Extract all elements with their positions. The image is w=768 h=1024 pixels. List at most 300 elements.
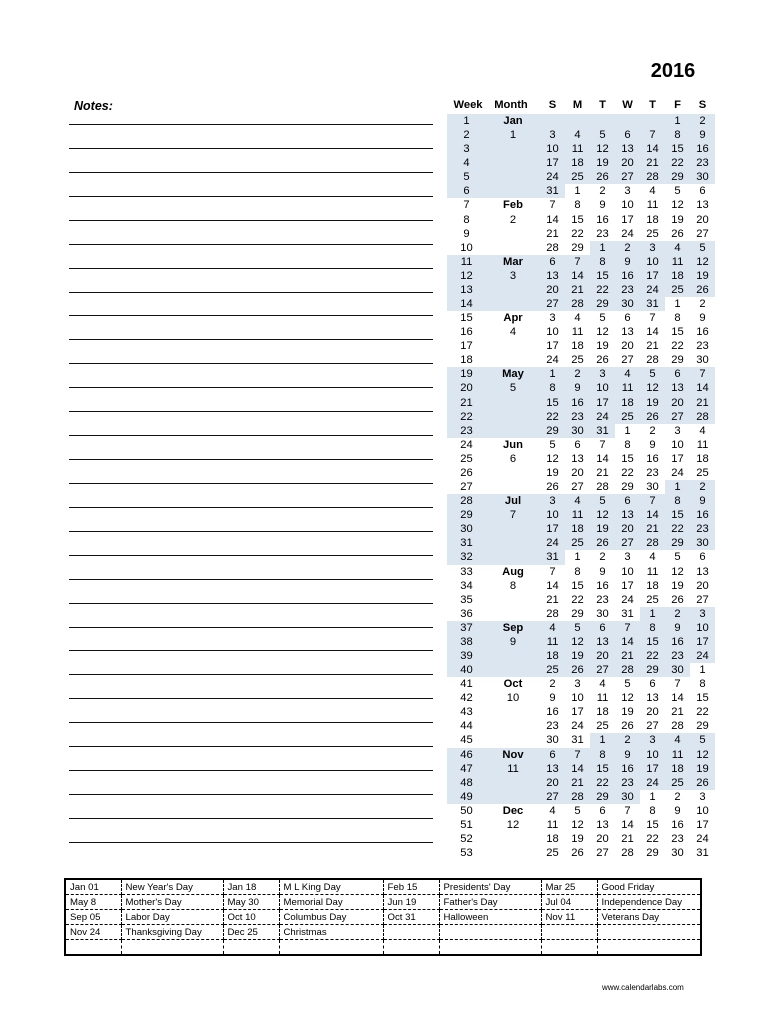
week-row (447, 381, 717, 395)
day-cell: 19 (571, 832, 584, 845)
holiday-date: Nov 11 (541, 910, 597, 925)
day-cell: 21 (615, 649, 640, 663)
month-label: Feb (503, 199, 523, 212)
month-label: Aug (502, 565, 524, 578)
day-cell: 28 (621, 847, 634, 860)
day-cell: 14 (621, 818, 634, 831)
week-number: 3 (447, 142, 486, 156)
month-label (486, 649, 540, 663)
day-cell: 9 (549, 692, 556, 705)
day-cell: 17 (590, 396, 615, 410)
day-cell: 5 (590, 128, 615, 142)
header-1: Month (494, 99, 528, 111)
day-cell: 29 (540, 424, 565, 438)
note-line (69, 244, 433, 245)
day-cell: 27 (615, 170, 640, 184)
day-cell: 16 (565, 396, 590, 410)
week-row (447, 452, 717, 466)
day-cell: 2 (615, 241, 640, 255)
day-cell: 15 (640, 635, 665, 649)
day-cell: 18 (565, 522, 590, 536)
day-cell: 20 (590, 649, 615, 663)
note-line (69, 746, 433, 747)
day-cell: 17 (671, 452, 684, 465)
day-cell: 25 (646, 227, 659, 240)
day-cell: 15 (671, 326, 684, 339)
day-cell: 23 (690, 156, 715, 170)
week-number: 45 (460, 734, 473, 747)
day-cell: 18 (571, 340, 584, 353)
day-cell: 17 (696, 818, 709, 831)
day-cell: 2 (649, 424, 656, 437)
holiday-date (223, 940, 279, 956)
day-cell: 11 (646, 199, 659, 212)
day-cell: 27 (696, 593, 709, 606)
holiday-name: Good Friday (597, 879, 701, 895)
week-row (447, 128, 717, 142)
day-cell: 25 (646, 593, 659, 606)
day-cell: 9 (599, 199, 606, 212)
day-cell: 4 (599, 678, 606, 691)
month-label (486, 283, 540, 297)
day-cell: 8 (574, 199, 581, 212)
day-cell: 4 (549, 804, 556, 817)
month-label: 8 (509, 579, 517, 592)
day-cell: 25 (540, 663, 565, 677)
day-cell: 1 (624, 424, 631, 437)
header-2: S (548, 99, 557, 111)
header-3: M (572, 99, 583, 111)
week-row (447, 776, 717, 790)
day-cell: 22 (621, 466, 634, 479)
day-cell: 5 (624, 678, 631, 691)
day-cell: 24 (671, 466, 684, 479)
day-cell: 30 (690, 170, 715, 184)
day-cell: 21 (546, 593, 559, 606)
day-cell: 17 (540, 522, 565, 536)
month-label (486, 550, 540, 564)
day-cell: 24 (690, 649, 715, 663)
note-line (69, 507, 433, 508)
day-cell: 4 (565, 494, 590, 508)
day-cell: 13 (596, 818, 609, 831)
week-number: 49 (447, 790, 486, 804)
day-cell: 3 (640, 241, 665, 255)
holiday-name: Thanksgiving Day (121, 925, 223, 940)
day-cell: 15 (590, 269, 615, 283)
day-cell: 14 (546, 213, 559, 226)
day-cell: 19 (596, 340, 609, 353)
day-cell: 20 (540, 776, 565, 790)
header-5: W (622, 99, 633, 111)
week-number: 13 (447, 283, 486, 297)
day-cell: 7 (565, 255, 590, 269)
month-label (486, 480, 540, 494)
week-number: 15 (460, 312, 473, 325)
month-label (486, 466, 540, 480)
day-cell: 30 (646, 481, 659, 494)
day-cell: 5 (690, 241, 715, 255)
week-row (447, 142, 717, 156)
day-cell: 24 (640, 776, 665, 790)
holiday-date: Jan 18 (223, 879, 279, 895)
month-label (486, 846, 540, 860)
day-cell: 17 (640, 269, 665, 283)
holiday-row (65, 879, 701, 895)
day-cell: 12 (690, 255, 715, 269)
week-row (447, 184, 717, 198)
note-line (69, 124, 433, 125)
note-line (69, 435, 433, 436)
week-number: 48 (447, 776, 486, 790)
calendar-body (447, 114, 717, 860)
day-cell: 24 (621, 227, 634, 240)
day-cell: 15 (540, 396, 565, 410)
day-cell: 10 (540, 142, 565, 156)
week-row (447, 241, 717, 255)
month-label (486, 424, 540, 438)
day-cell: 31 (621, 607, 634, 620)
day-cell: 15 (696, 692, 709, 705)
day-cell: 22 (590, 283, 615, 297)
day-cell: 26 (671, 227, 684, 240)
day-cell: 11 (540, 635, 565, 649)
note-line (69, 387, 433, 388)
week-row (447, 691, 717, 705)
day-cell: 2 (690, 480, 715, 494)
week-row (447, 649, 717, 663)
week-row (447, 170, 717, 184)
week-row (447, 466, 717, 480)
day-cell: 12 (546, 452, 559, 465)
day-cell: 22 (665, 522, 690, 536)
day-cell: 28 (646, 354, 659, 367)
day-cell: 19 (546, 466, 559, 479)
month-label: Mar (486, 255, 540, 269)
day-cell: 23 (565, 410, 590, 424)
month-label: Jul (486, 494, 540, 508)
month-label (486, 241, 540, 255)
week-row (447, 565, 717, 579)
week-row (447, 325, 717, 339)
day-cell: 19 (671, 213, 684, 226)
day-cell: 27 (646, 720, 659, 733)
week-row (447, 283, 717, 297)
week-number: 35 (460, 593, 473, 606)
day-cell: 7 (624, 804, 631, 817)
holiday-date: Jul 04 (541, 895, 597, 910)
day-cell: 13 (590, 635, 615, 649)
day-cell: 1 (674, 298, 681, 311)
holiday-name (279, 940, 383, 956)
day-cell: 3 (624, 551, 631, 564)
week-row (447, 198, 717, 212)
day-cell: 30 (615, 297, 640, 311)
day-cell: 25 (565, 170, 590, 184)
day-cell: 25 (696, 466, 709, 479)
day-cell: 5 (565, 621, 590, 635)
week-row (447, 536, 717, 550)
day-cell: 14 (565, 269, 590, 283)
day-cell: 11 (571, 326, 584, 339)
note-line (69, 315, 433, 316)
note-line (69, 555, 433, 556)
day-cell: 28 (671, 720, 684, 733)
day-cell: 11 (646, 565, 659, 578)
day-cell: 31 (571, 734, 584, 747)
day-cell: 24 (546, 354, 559, 367)
week-row (447, 607, 717, 621)
day-cell: 18 (546, 832, 559, 845)
day-cell: 24 (621, 593, 634, 606)
week-row (447, 424, 717, 438)
month-label (486, 227, 540, 241)
holiday-name: Columbus Day (279, 910, 383, 925)
day-cell: 27 (621, 354, 634, 367)
week-number: 8 (463, 213, 470, 226)
week-number: 31 (447, 536, 486, 550)
day-cell: 20 (646, 706, 659, 719)
holiday-date: May 8 (65, 895, 121, 910)
day-cell: 7 (649, 312, 656, 325)
day-cell: 5 (674, 551, 681, 564)
day-cell: 27 (615, 536, 640, 550)
day-cell: 19 (590, 156, 615, 170)
header-0: Week (453, 99, 483, 111)
month-label: Nov (486, 748, 540, 762)
day-cell: 26 (671, 593, 684, 606)
holiday-row (65, 940, 701, 956)
day-cell: 6 (699, 551, 706, 564)
day-cell: 5 (674, 185, 681, 198)
day-cell: 10 (671, 438, 684, 451)
day-cell: 23 (671, 832, 684, 845)
week-row (447, 367, 717, 381)
day-cell: 26 (640, 410, 665, 424)
holiday-date (383, 940, 439, 956)
day-cell: 31 (540, 550, 565, 564)
holiday-date: Nov 24 (65, 925, 121, 940)
day-cell: 16 (596, 213, 609, 226)
day-cell: 13 (540, 269, 565, 283)
note-line (69, 627, 433, 628)
day-cell: 12 (590, 142, 615, 156)
day-cell: 28 (690, 410, 715, 424)
day-cell: 16 (596, 579, 609, 592)
week-row (447, 494, 717, 508)
header-7: F (674, 99, 681, 111)
day-cell: 4 (665, 241, 690, 255)
day-cell: 15 (665, 142, 690, 156)
day-cell: 30 (690, 536, 715, 550)
day-cell: 6 (615, 128, 640, 142)
day-cell: 1 (665, 480, 690, 494)
week-number: 14 (447, 297, 486, 311)
day-cell: 18 (646, 213, 659, 226)
day-cell: 30 (671, 847, 684, 860)
day-cell: 14 (640, 508, 665, 522)
month-label (486, 184, 540, 198)
day-cell: 9 (565, 381, 590, 395)
day-cell: 3 (540, 128, 565, 142)
month-label (486, 607, 540, 621)
day-cell: 2 (665, 607, 690, 621)
day-cell: 27 (590, 663, 615, 677)
week-row (447, 593, 717, 607)
day-cell: 21 (640, 156, 665, 170)
day-cell: 23 (646, 466, 659, 479)
day-cell: 21 (646, 340, 659, 353)
header-4: T (599, 99, 606, 111)
day-cell: 18 (540, 649, 565, 663)
month-label (486, 705, 540, 719)
day-cell: 5 (549, 438, 556, 451)
day-cell: 1 (590, 733, 615, 747)
day-cell: 26 (621, 720, 634, 733)
day-cell: 28 (546, 607, 559, 620)
day-cell: 7 (640, 494, 665, 508)
day-cell: 16 (690, 508, 715, 522)
week-number: 43 (460, 706, 473, 719)
day-cell: 21 (565, 283, 590, 297)
day-cell: 13 (696, 199, 709, 212)
day-cell: 16 (646, 452, 659, 465)
day-cell: 17 (690, 635, 715, 649)
calendar-header (447, 99, 717, 113)
week-row (447, 114, 717, 128)
note-line (69, 411, 433, 412)
holiday-name: Mother's Day (121, 895, 223, 910)
day-cell: 25 (615, 410, 640, 424)
holiday-date: Mar 25 (541, 879, 597, 895)
week-number: 24 (460, 438, 473, 451)
day-cell: 11 (615, 381, 640, 395)
day-cell: 18 (615, 396, 640, 410)
day-cell: 27 (540, 790, 565, 804)
week-number: 28 (447, 494, 486, 508)
day-cell: 8 (574, 565, 581, 578)
month-label (486, 733, 540, 747)
day-cell: 7 (549, 565, 556, 578)
week-row (447, 550, 717, 564)
month-label (486, 719, 540, 733)
day-cell: 12 (640, 381, 665, 395)
day-cell: 29 (571, 607, 584, 620)
day-cell: 12 (590, 508, 615, 522)
note-line (69, 363, 433, 364)
month-label: 12 (506, 818, 520, 831)
day-cell: 8 (590, 255, 615, 269)
day-cell: 29 (590, 297, 615, 311)
day-cell: 6 (540, 748, 565, 762)
note-line (69, 650, 433, 651)
day-cell: 23 (615, 283, 640, 297)
day-cell: 29 (646, 847, 659, 860)
day-cell: 9 (599, 565, 606, 578)
day-cell: 14 (546, 579, 559, 592)
day-cell: 8 (640, 621, 665, 635)
day-cell: 20 (615, 156, 640, 170)
day-cell: 25 (565, 536, 590, 550)
month-label (486, 396, 540, 410)
week-number: 23 (447, 424, 486, 438)
week-row (447, 311, 717, 325)
day-cell: 13 (646, 692, 659, 705)
day-cell: 14 (596, 452, 609, 465)
day-cell: 3 (690, 607, 715, 621)
day-cell: 23 (665, 649, 690, 663)
day-cell: 2 (690, 114, 715, 128)
day-cell: 7 (565, 748, 590, 762)
day-cell: 28 (596, 481, 609, 494)
note-line (69, 579, 433, 580)
month-label: Sep (486, 621, 540, 635)
day-cell: 25 (665, 776, 690, 790)
holiday-name: Veterans Day (597, 910, 701, 925)
day-cell: 17 (621, 579, 634, 592)
day-cell: 27 (665, 410, 690, 424)
day-cell: 28 (640, 536, 665, 550)
week-row (447, 621, 717, 635)
day-cell: 8 (590, 748, 615, 762)
day-cell: 2 (549, 678, 556, 691)
week-number: 29 (447, 508, 486, 522)
note-line (69, 698, 433, 699)
day-cell: 27 (540, 297, 565, 311)
note-line (69, 483, 433, 484)
day-cell: 8 (699, 678, 706, 691)
week-row (447, 213, 717, 227)
day-cell: 2 (674, 790, 681, 803)
day-cell: 31 (540, 184, 565, 198)
day-cell: 26 (590, 170, 615, 184)
day-cell: 16 (615, 269, 640, 283)
day-cell: 15 (665, 508, 690, 522)
day-cell: 4 (665, 733, 690, 747)
week-row (447, 522, 717, 536)
day-cell: 13 (615, 142, 640, 156)
holiday-date (383, 925, 439, 940)
day-cell: 24 (640, 283, 665, 297)
week-number: 4 (447, 156, 486, 170)
day-cell: 25 (571, 354, 584, 367)
day-cell: 16 (615, 762, 640, 776)
day-cell: 29 (571, 241, 584, 254)
day-cell: 6 (699, 185, 706, 198)
holiday-name: Memorial Day (279, 895, 383, 910)
holiday-date (541, 940, 597, 956)
week-number: 25 (460, 452, 473, 465)
note-line (69, 770, 433, 771)
week-number: 27 (460, 481, 473, 494)
week-row (447, 705, 717, 719)
holiday-row (65, 925, 701, 940)
holiday-name: Halloween (439, 910, 541, 925)
day-cell: 4 (699, 424, 706, 437)
week-number: 39 (447, 649, 486, 663)
day-cell: 4 (615, 367, 640, 381)
holiday-name: Labor Day (121, 910, 223, 925)
month-label: 7 (486, 508, 540, 522)
month-label (486, 776, 540, 790)
day-cell: 12 (671, 565, 684, 578)
month-label (486, 353, 540, 367)
day-cell: 21 (621, 832, 634, 845)
day-cell: 28 (565, 790, 590, 804)
week-row (447, 227, 717, 241)
week-row (447, 762, 717, 776)
day-cell: 25 (596, 720, 609, 733)
